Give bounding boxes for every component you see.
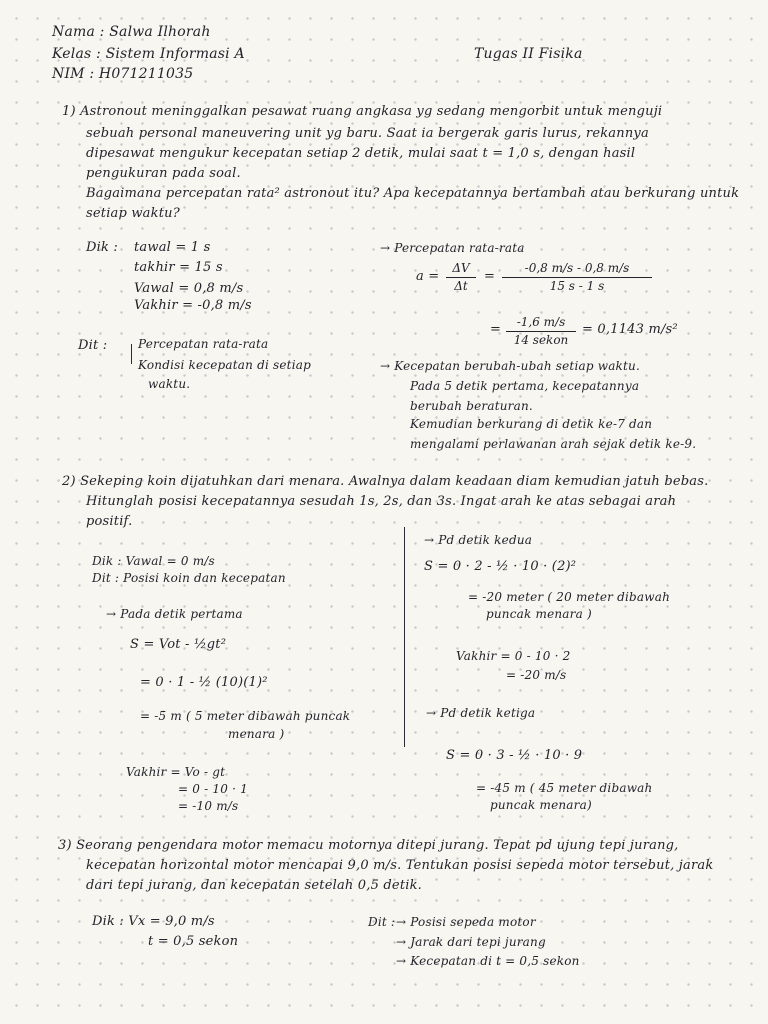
p3-dik: Dik : Vx = 9,0 m/s [92, 914, 215, 929]
p1-dik-item: Vakhir = -0,8 m/s [134, 298, 252, 313]
p3-dit-item: → Kecepatan di t = 0,5 sekon [396, 954, 580, 968]
p1-question-line: dipesawat mengukur kecepatan setiap 2 detik, mulai saat t = 1,0 s, dengan hasil [86, 146, 636, 161]
p1-result: = 0,1143 m/s² [582, 322, 678, 337]
p2-second-heading: → Pd detik kedua [424, 533, 533, 547]
p1-conclusion-line: berubah beraturan. [410, 399, 533, 413]
p2-first-v: = -10 m/s [178, 799, 239, 813]
p2-third-line: S = 0 · 3 - ½ · 10 · 9 [446, 748, 583, 763]
p2-question-line: 2) Sekeping koin dijatuhkan dari menara. Awalnya dalam keadaan diam kemudian jatuh bebas. [62, 474, 709, 489]
p1-dik-item: Vawal = 0,8 m/s [134, 281, 244, 296]
p2-first-v: Vakhir = Vo - gt [126, 765, 226, 779]
p2-second-v: = -20 m/s [506, 668, 567, 682]
p1-dit-item: Percepatan rata-rata [138, 337, 269, 351]
p2-first-v: = 0 - 10 · 1 [178, 782, 248, 796]
p1-dik-item: tawal = 1 s [134, 240, 211, 255]
p1-dit-item: waktu. [148, 377, 191, 391]
p1-question-line: setiap waktu? [86, 206, 180, 221]
p3-dik: t = 0,5 sekon [148, 934, 239, 949]
p3-question-line: dari tepi jurang, dan kecepatan setelah 0,5 detik. [86, 878, 423, 893]
p2-question-line: Hitunglah posisi kecepatannya sesudah 1s, 2s, dan 3s. Ingat arah ke atas sebagai arah [86, 494, 677, 509]
p2-first-line: = 0 · 1 - ½ (10)(1)² [140, 675, 268, 690]
p1-fraction-values [502, 261, 652, 294]
assignment-title: Tugas II Fisika [474, 46, 583, 62]
p2-second-line: puncak menara ) [486, 607, 592, 621]
p2-third-line: puncak menara) [490, 798, 592, 812]
p1-formula-lhs: a = [416, 269, 440, 284]
p3-question-line: 3) Seorang pengendara motor memacu motornya ditepi jurang. Tepat pd ujung tepi jurang, [58, 838, 679, 853]
p1-numerator: -0,8 m/s - 0,8 m/s [524, 261, 630, 275]
p2-first-heading: → Pada detik pertama [106, 607, 243, 621]
p2-first-line: = -5 m ( 5 meter dibawah puncak [140, 709, 351, 723]
p3-dit-item: → Posisi sepeda motor [396, 915, 536, 929]
p2-third-heading: → Pd detik ketiga [426, 706, 536, 720]
student-name: Nama : Salwa Ilhorah [52, 24, 211, 40]
p2-dit: Dit : Posisi koin dan kecepatan [92, 571, 286, 585]
p3-dit-item: → Jarak dari tepi jurang [396, 935, 546, 949]
p1-equals-2: = [490, 322, 502, 337]
p2-first-line: S = Vot - ½gt² [130, 637, 227, 652]
p1-dik-label: Dik : [86, 240, 118, 255]
p2-question-line: positif. [86, 514, 133, 529]
p1-question-line: Bagaimana percepatan rata² astronout itu? Apa kecepatannya bertambah atau berkurang untuk [86, 186, 740, 201]
p1-numerator-2: -1,6 m/s [516, 315, 566, 329]
p2-dik: Dik : Vawal = 0 m/s [92, 554, 215, 568]
p2-second-line: = -20 meter ( 20 meter dibawah [468, 590, 671, 604]
p1-question-line: 1) Astronout meninggalkan pesawat ruang angkasa yg sedang mengorbit untuk menguji [62, 104, 663, 119]
p1-conclusion-line: → Kecepatan berubah-ubah setiap waktu. [380, 359, 640, 373]
p3-question-line: kecepatan horizontal motor mencapai 9,0 m/s. Tentukan posisi sepeda motor tersebut, jarak [86, 858, 714, 873]
p1-conclusion-line: Pada 5 detik pertama, kecepatannya [410, 379, 640, 393]
p1-denominator: 15 s - 1 s [549, 279, 605, 293]
student-class: Kelas : Sistem Informasi A [52, 46, 245, 62]
p2-first-line: menara ) [228, 727, 285, 741]
p3-dit-label: Dit : [368, 915, 396, 929]
p1-conclusion-line: mengalami perlawanan arah sejak detik ke-9. [410, 437, 697, 451]
p2-second-v: Vakhir = 0 - 10 · 2 [456, 649, 571, 663]
p1-question-line: pengukuran pada soal. [86, 166, 241, 181]
column-divider [404, 527, 405, 747]
p1-dit-item: Kondisi kecepatan di setiap [138, 358, 311, 372]
p1-conclusion-line: Kemudian berkurang di detik ke-7 dan [410, 417, 653, 431]
p1-answer-heading: → Percepatan rata-rata [380, 241, 525, 255]
student-nim: NIM : H071211035 [52, 66, 194, 82]
p1-dv: ΔV [452, 261, 470, 275]
p2-second-line: S = 0 · 2 - ½ · 10 · (2)² [424, 559, 577, 574]
p1-fraction-result [506, 315, 576, 348]
p1-question-line: sebuah personal maneuvering unit yg baru. Saat ia bergerak garis lurus, rekannya [86, 126, 649, 141]
p1-equals: = [484, 269, 496, 284]
p1-dt: Δt [454, 279, 468, 293]
p1-dit-label: Dit : [78, 338, 108, 353]
p1-denominator-2: 14 sekon [513, 333, 569, 347]
p2-third-line: = -45 m ( 45 meter dibawah [476, 781, 653, 795]
p1-dik-item: takhir = 15 s [134, 260, 223, 275]
p1-fraction-dv-dt [446, 261, 476, 294]
p1-dit-bracket [131, 344, 132, 364]
